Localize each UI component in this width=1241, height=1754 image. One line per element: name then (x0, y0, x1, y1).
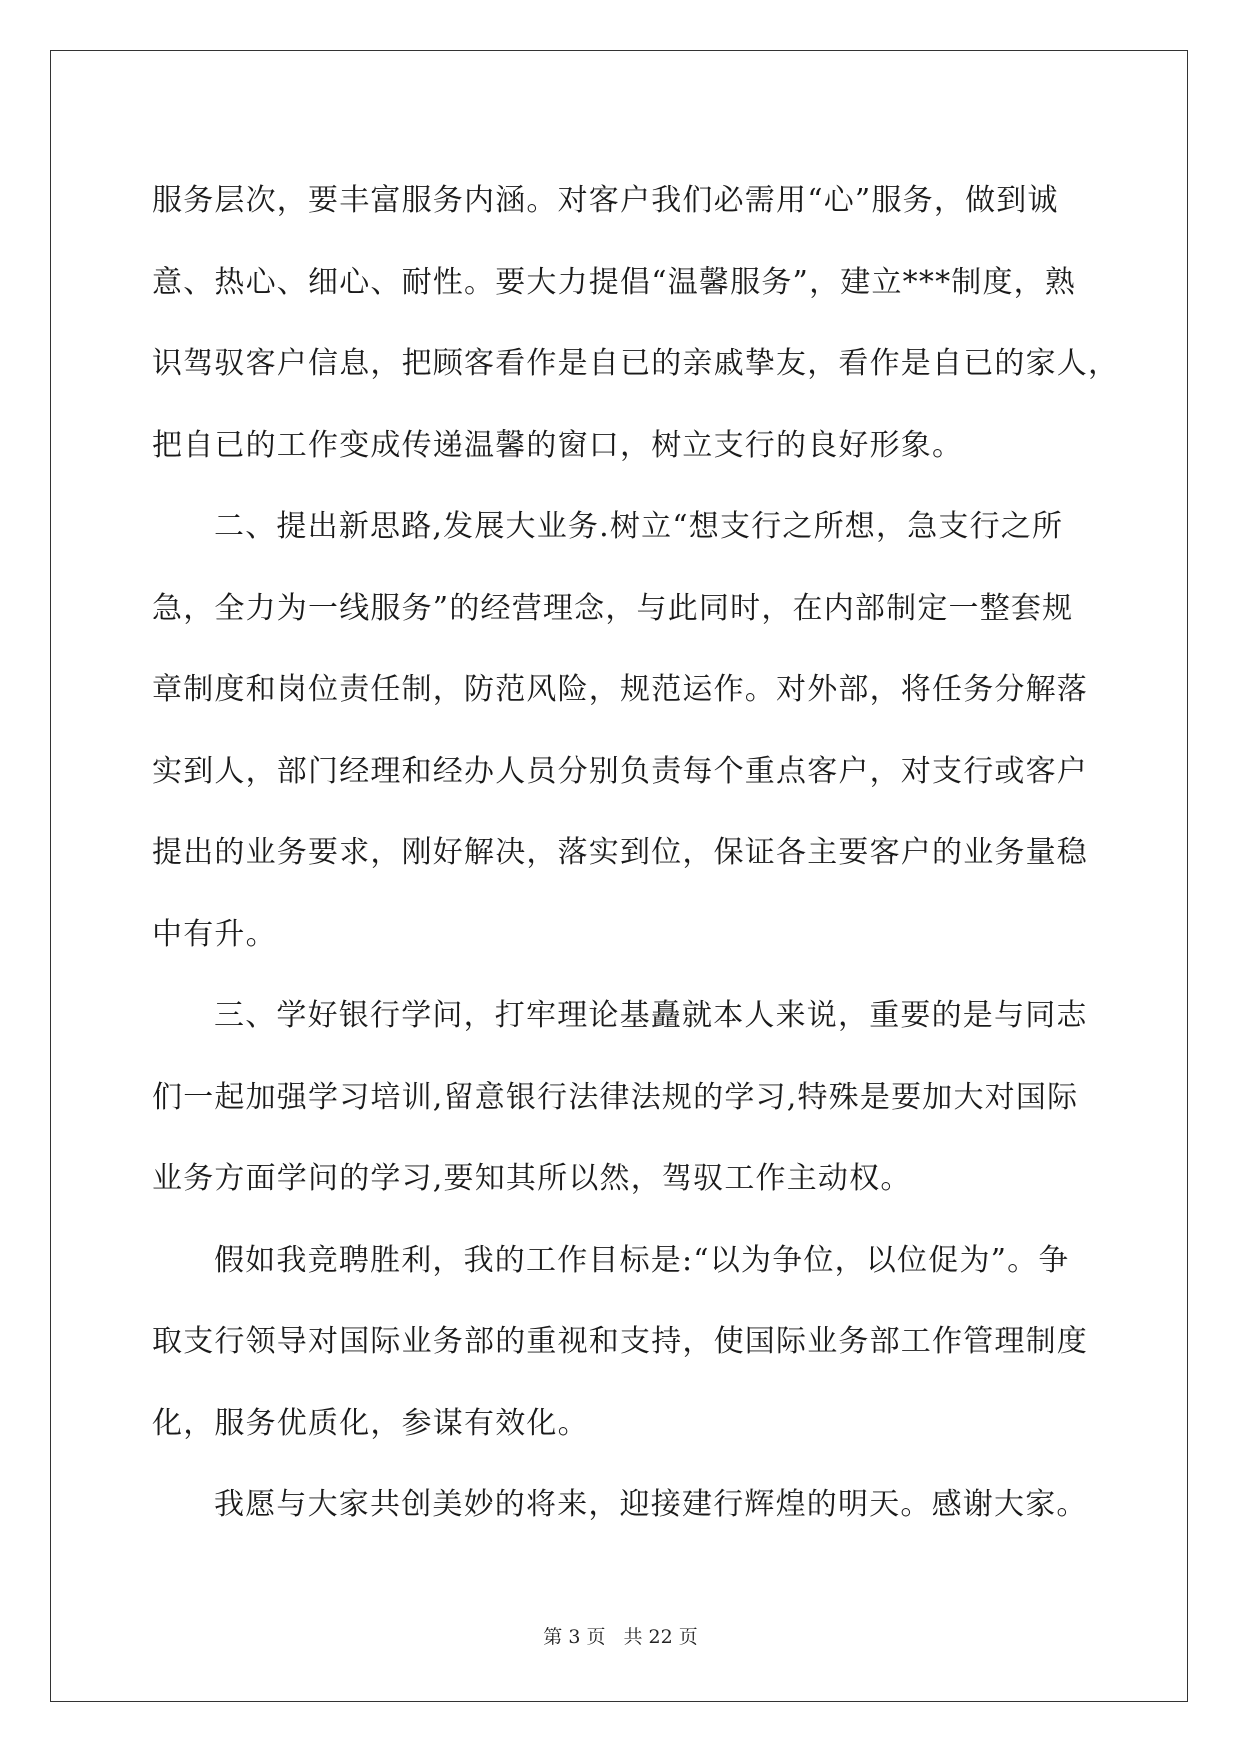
page-number: 第 3 页 (543, 1626, 606, 1648)
text-line: 识驾驭客户信息，把顾客看作是自已的亲戚挚友，看作是自已的家人， (152, 346, 1120, 381)
text-line: 取支行领导对国际业务部的重视和支持，使国际业务部工作管理制度 (152, 1324, 1088, 1359)
text-line: 中有升。 (152, 916, 277, 952)
text-line: 意、热心、细心、耐性。要大力提倡“温馨服务”，建立***制度，熟 (152, 264, 1077, 300)
text-line: 章制度和岗位责任制，防范风险，规范运作。对外部，将任务分解落 (152, 672, 1088, 707)
text-line: 假如我竞聘胜利，我的工作目标是:“以为争位，以位促为”。争 (214, 1242, 1070, 1278)
text-line: 急，全力为一线服务”的经营理念，与此同时，在内部制定一整套规 (152, 590, 1074, 626)
text-line: 化，服务优质化，参谋有效化。 (152, 1405, 589, 1441)
text-line: 实到人，部门经理和经办人员分别负责每个重点客户，对支行或客户 (152, 753, 1088, 789)
paragraph-2 (152, 486, 1092, 975)
text-line: 把自已的工作变成传递温馨的窗口，树立支行的良好形象。 (152, 427, 964, 463)
text-line: 服务层次，要丰富服务内涵。对客户我们必需用“心”服务，做到诚 (152, 183, 1059, 218)
paragraph-1 (152, 160, 1120, 486)
text-line: 我愿与大家共创美妙的将来，迎接建行辉煌的明天。感谢大家。 (214, 1487, 1088, 1522)
text-line: 业务方面学问的学习,要知其所以然，驾驭工作主动权。 (152, 1161, 912, 1196)
document-body (152, 160, 1120, 1546)
text-line: 二、提出新思路,发展大业务.树立“想支行之所想，急支行之所 (214, 509, 1064, 544)
text-line: 们一起加强学习培训,留意银行法律法规的学习,特殊是要加大对国际 (152, 1079, 1079, 1115)
paragraph-3 (152, 975, 1092, 1220)
page-total: 共 22 页 (623, 1626, 698, 1648)
text-line: 三、学好银行学问，打牢理论基矗就本人来说，重要的是与同志 (214, 998, 1088, 1033)
page-footer (0, 1622, 1241, 1649)
paragraph-4 (152, 1220, 1092, 1465)
paragraph-5 (152, 1464, 1092, 1546)
text-line: 提出的业务要求，刚好解决，落实到位，保证各主要客户的业务量稳 (152, 835, 1088, 870)
